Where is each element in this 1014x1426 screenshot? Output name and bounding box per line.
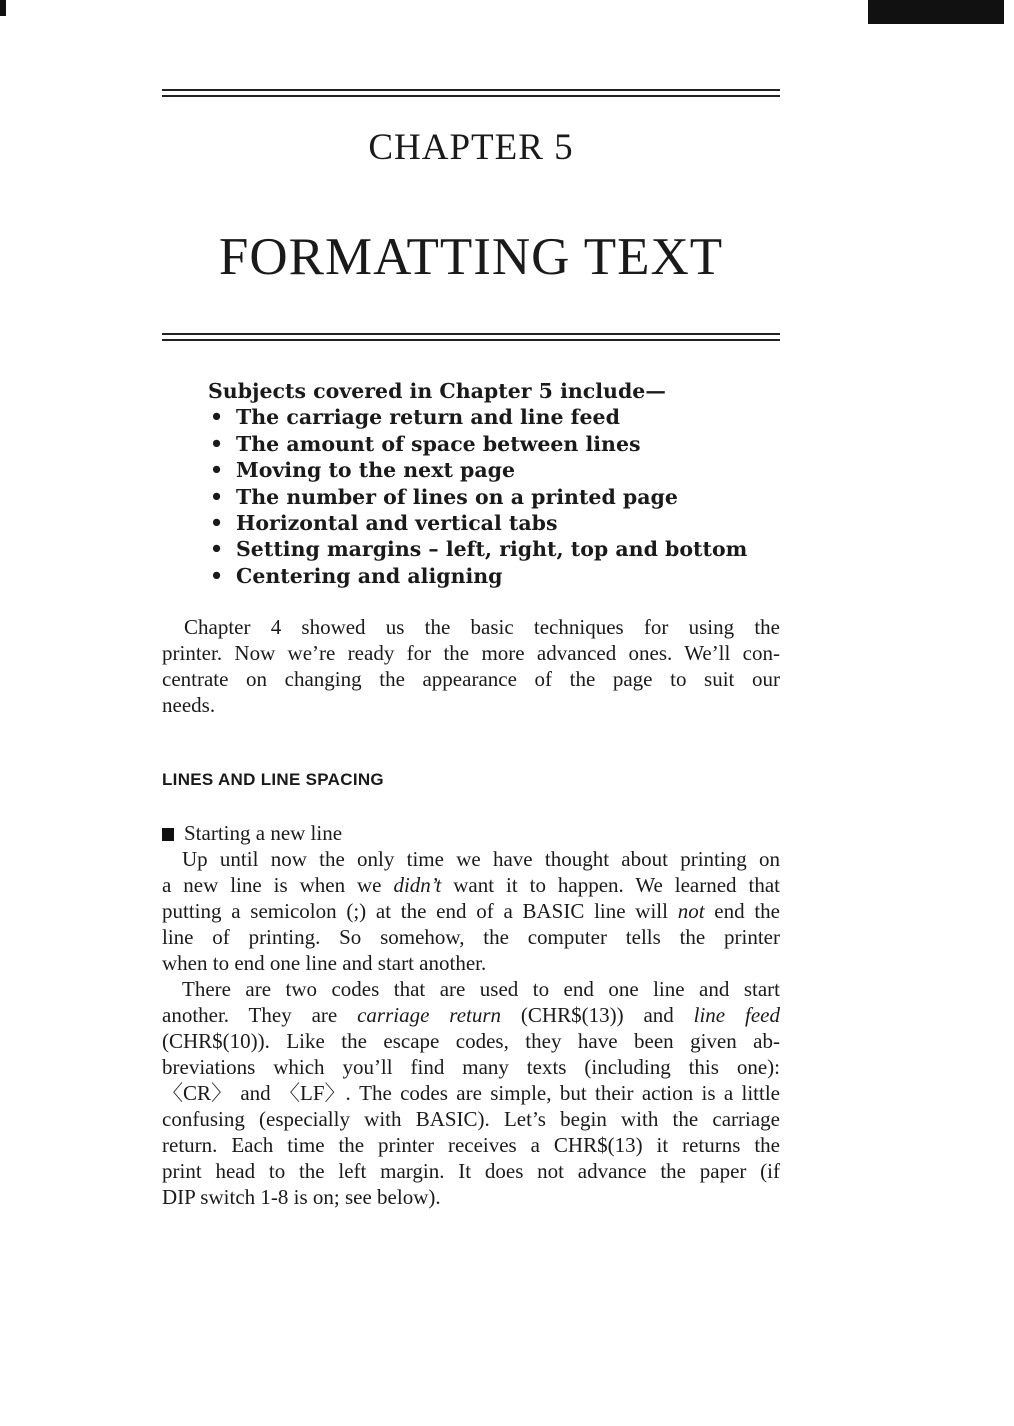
body-line-text: when to end one line and start another. (162, 951, 487, 975)
emphasis-text: not (677, 899, 705, 923)
emphasis-text: carriage return (357, 1003, 502, 1027)
list-item (208, 457, 798, 483)
chapter-rule-top (162, 89, 780, 97)
body-line (162, 1002, 780, 1028)
list-item-text: Horizontal and vertical tabs (236, 511, 558, 536)
body-line-text: Up until now the only time we have thought about printing on (182, 847, 780, 871)
subhead (162, 820, 342, 846)
body-line-text: (CHR$(13)) and (501, 1003, 694, 1027)
body-text (162, 846, 780, 1210)
list-item (208, 484, 798, 510)
list-item-text: The number of lines on a printed page (236, 484, 678, 509)
intro-line: printer. Now we’re ready for the more advanced ones. We’ll con- (162, 641, 780, 665)
body-line (162, 924, 780, 950)
body-line (162, 1132, 780, 1158)
list-item-text: Centering and aligning (236, 563, 503, 588)
body-line-text: want it to happen. We learned that (441, 873, 780, 897)
list-item (208, 563, 798, 589)
body-line-text: 〈CR〉 and 〈LF〉. The codes are simple, but their action is a little (162, 1081, 780, 1105)
body-line (162, 846, 780, 872)
bullet-icon: • (210, 405, 224, 430)
bullet-icon: • (210, 431, 224, 456)
body-line-text: print head to the left margin. It does not advance the paper (if (162, 1159, 780, 1183)
body-line-text: putting a semicolon (;) at the end of a BASIC line will (162, 899, 678, 923)
intro-paragraph (162, 614, 780, 718)
subjects-items (208, 404, 798, 589)
scan-mark-right (868, 0, 1004, 24)
body-line (162, 976, 780, 1002)
body-line-text: end the (704, 899, 781, 923)
square-bullet-icon (162, 828, 174, 841)
bullet-icon: • (210, 563, 224, 588)
body-line-text: another. They are (162, 1003, 358, 1027)
body-line-text: a new line is when we (162, 873, 394, 897)
body-line-text: return. Each time the printer receives a CHR$(13) it returns the (162, 1133, 780, 1157)
scan-mark-left (0, 0, 6, 16)
bullet-icon: • (210, 537, 224, 562)
subhead-text: Starting a new line (184, 821, 343, 845)
body-line (162, 1054, 780, 1080)
bullet-icon: • (210, 458, 224, 483)
body-line-text: DIP switch 1-8 is on; see below). (162, 1185, 441, 1209)
subjects-intro: Subjects covered in Chapter 5 include— (208, 379, 666, 403)
intro-line: needs. (162, 693, 216, 717)
body-line-text: line of printing. So somehow, the computer tells the printer (162, 925, 780, 949)
list-item (208, 536, 798, 562)
body-line (162, 1106, 780, 1132)
body-line (162, 1158, 780, 1184)
body-line (162, 950, 780, 976)
body-line-text: There are two codes that are used to end one line and start (182, 977, 780, 1001)
section-heading: LINES AND LINE SPACING (162, 770, 384, 789)
chapter-label: CHAPTER 5 (368, 127, 574, 168)
body-line-text: breviations which you’ll find many texts (including this one): (162, 1055, 780, 1079)
body-line (162, 872, 780, 898)
body-line (162, 1184, 780, 1210)
chapter-rule-bottom (162, 333, 780, 341)
chapter-title: FORMATTING TEXT (218, 228, 724, 286)
body-line-text: confusing (especially with BASIC). Let’s begin with the carriage (162, 1107, 780, 1131)
subjects-list (208, 378, 798, 589)
list-item-text: Moving to the next page (236, 458, 516, 483)
intro-line: centrate on changing the appearance of the page to suit our (162, 667, 780, 691)
bullet-icon: • (210, 511, 224, 536)
list-item-text: Setting margins – left, right, top and bottom (236, 537, 748, 562)
body-line (162, 1028, 780, 1054)
emphasis-text: didn’t (393, 873, 442, 897)
list-item (208, 404, 798, 430)
body-line-text: (CHR$(10)). Like the escape codes, they have been given ab- (162, 1029, 780, 1053)
emphasis-text: line feed (693, 1003, 780, 1027)
body-line (162, 898, 780, 924)
list-item-text: The carriage return and line feed (236, 405, 620, 430)
list-item (208, 431, 798, 457)
list-item-text: The amount of space between lines (236, 431, 641, 456)
body-line (162, 1080, 780, 1106)
intro-line: Chapter 4 showed us the basic techniques for using the (184, 615, 780, 639)
bullet-icon: • (210, 484, 224, 509)
list-item (208, 510, 798, 536)
